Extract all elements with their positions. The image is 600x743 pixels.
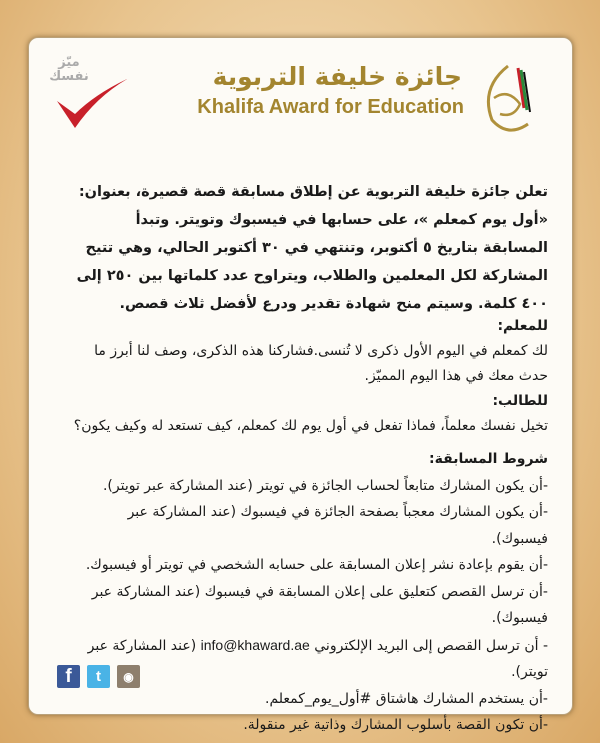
conditions-heading: شروط المسابقة: <box>429 451 548 467</box>
intro-paragraph: تعلن جائزة خليفة التربوية عن إطلاق مسابقة قصة قصيرة، بعنوان: «أول يوم كمعلم »، على حسابها في فيسبوك وتويتر. وتبدأ المسابقة بتاريخ ٥ أكتوبر، وتنتهي في ٣٠ أكتوبر الحالي، وهي تتيح المشاركة لكل المعلمين والطلاب، ويتراوح عدد كلماتها بين ٢٥٠ إلى ٤٠٠ كلمة. وسيتم منح شهادة تقدير ودرع لأفضل ثلاث قصص. <box>76 184 548 312</box>
announcement-card <box>28 37 573 733</box>
header <box>29 38 572 148</box>
student-text: تخيل نفسك معلماً، فماذا تفعل في أول يوم لك كمعلم، كيف تستعد له وكيف يكون؟ <box>73 418 548 434</box>
conditions-section <box>69 446 548 739</box>
khalifa-emblem-icon <box>478 58 540 138</box>
instagram-icon[interactable]: ◉ <box>117 665 140 688</box>
twitter-icon[interactable]: t <box>87 665 110 688</box>
teacher-heading: للمعلم: <box>497 318 548 334</box>
condition-item: -أن تكون القصة بأسلوب المشارك وذاتية غير منقولة. <box>243 717 548 733</box>
award-title-arabic: جائزة خليفة التربوية <box>212 62 462 91</box>
email-link[interactable]: info@khaward.ae <box>200 636 310 653</box>
condition-item: -أن يقوم بإعادة نشر إعلان المسابقة على حسابه الشخصي في تويتر أو فيسبوك. <box>85 557 548 573</box>
award-title-english: Khalifa Award for Education <box>197 96 464 118</box>
campaign-logo: ميّز نفسك <box>47 56 127 136</box>
condition-text: (عند المشاركة عبر تويتر). <box>87 637 548 680</box>
prompts-section <box>69 314 548 439</box>
teacher-text: لك كمعلم في اليوم الأول ذكرى لا تُنسى.فشاركنا هذه الذكرى، وصف لنا أبرز ما حدث معك في هذا اليوم المميّز. <box>94 343 548 384</box>
student-heading: للطالب: <box>492 393 548 409</box>
condition-text: - أن ترسل القصص إلى البريد الإلكتروني <box>309 637 548 654</box>
condition-item: -أن يكون المشارك متابعاً لحساب الجائزة في تويتر (عند المشاركة عبر تويتر). <box>102 477 548 494</box>
social-links <box>57 665 140 688</box>
condition-item: -أن ترسل القصص كتعليق على إعلان المسابقة في فيسبوك (عند المشاركة عبر فيسبوك). <box>91 583 548 626</box>
facebook-icon[interactable]: f <box>57 665 80 688</box>
condition-item-email <box>69 632 548 686</box>
condition-item: -أن يكون المشارك معجباً بصفحة الجائزة في فيسبوك (عند المشاركة عبر فيسبوك). <box>127 504 548 547</box>
condition-item: -أن يستخدم المشارك هاشتاق #أول_يوم_كمعلم. <box>265 690 548 707</box>
